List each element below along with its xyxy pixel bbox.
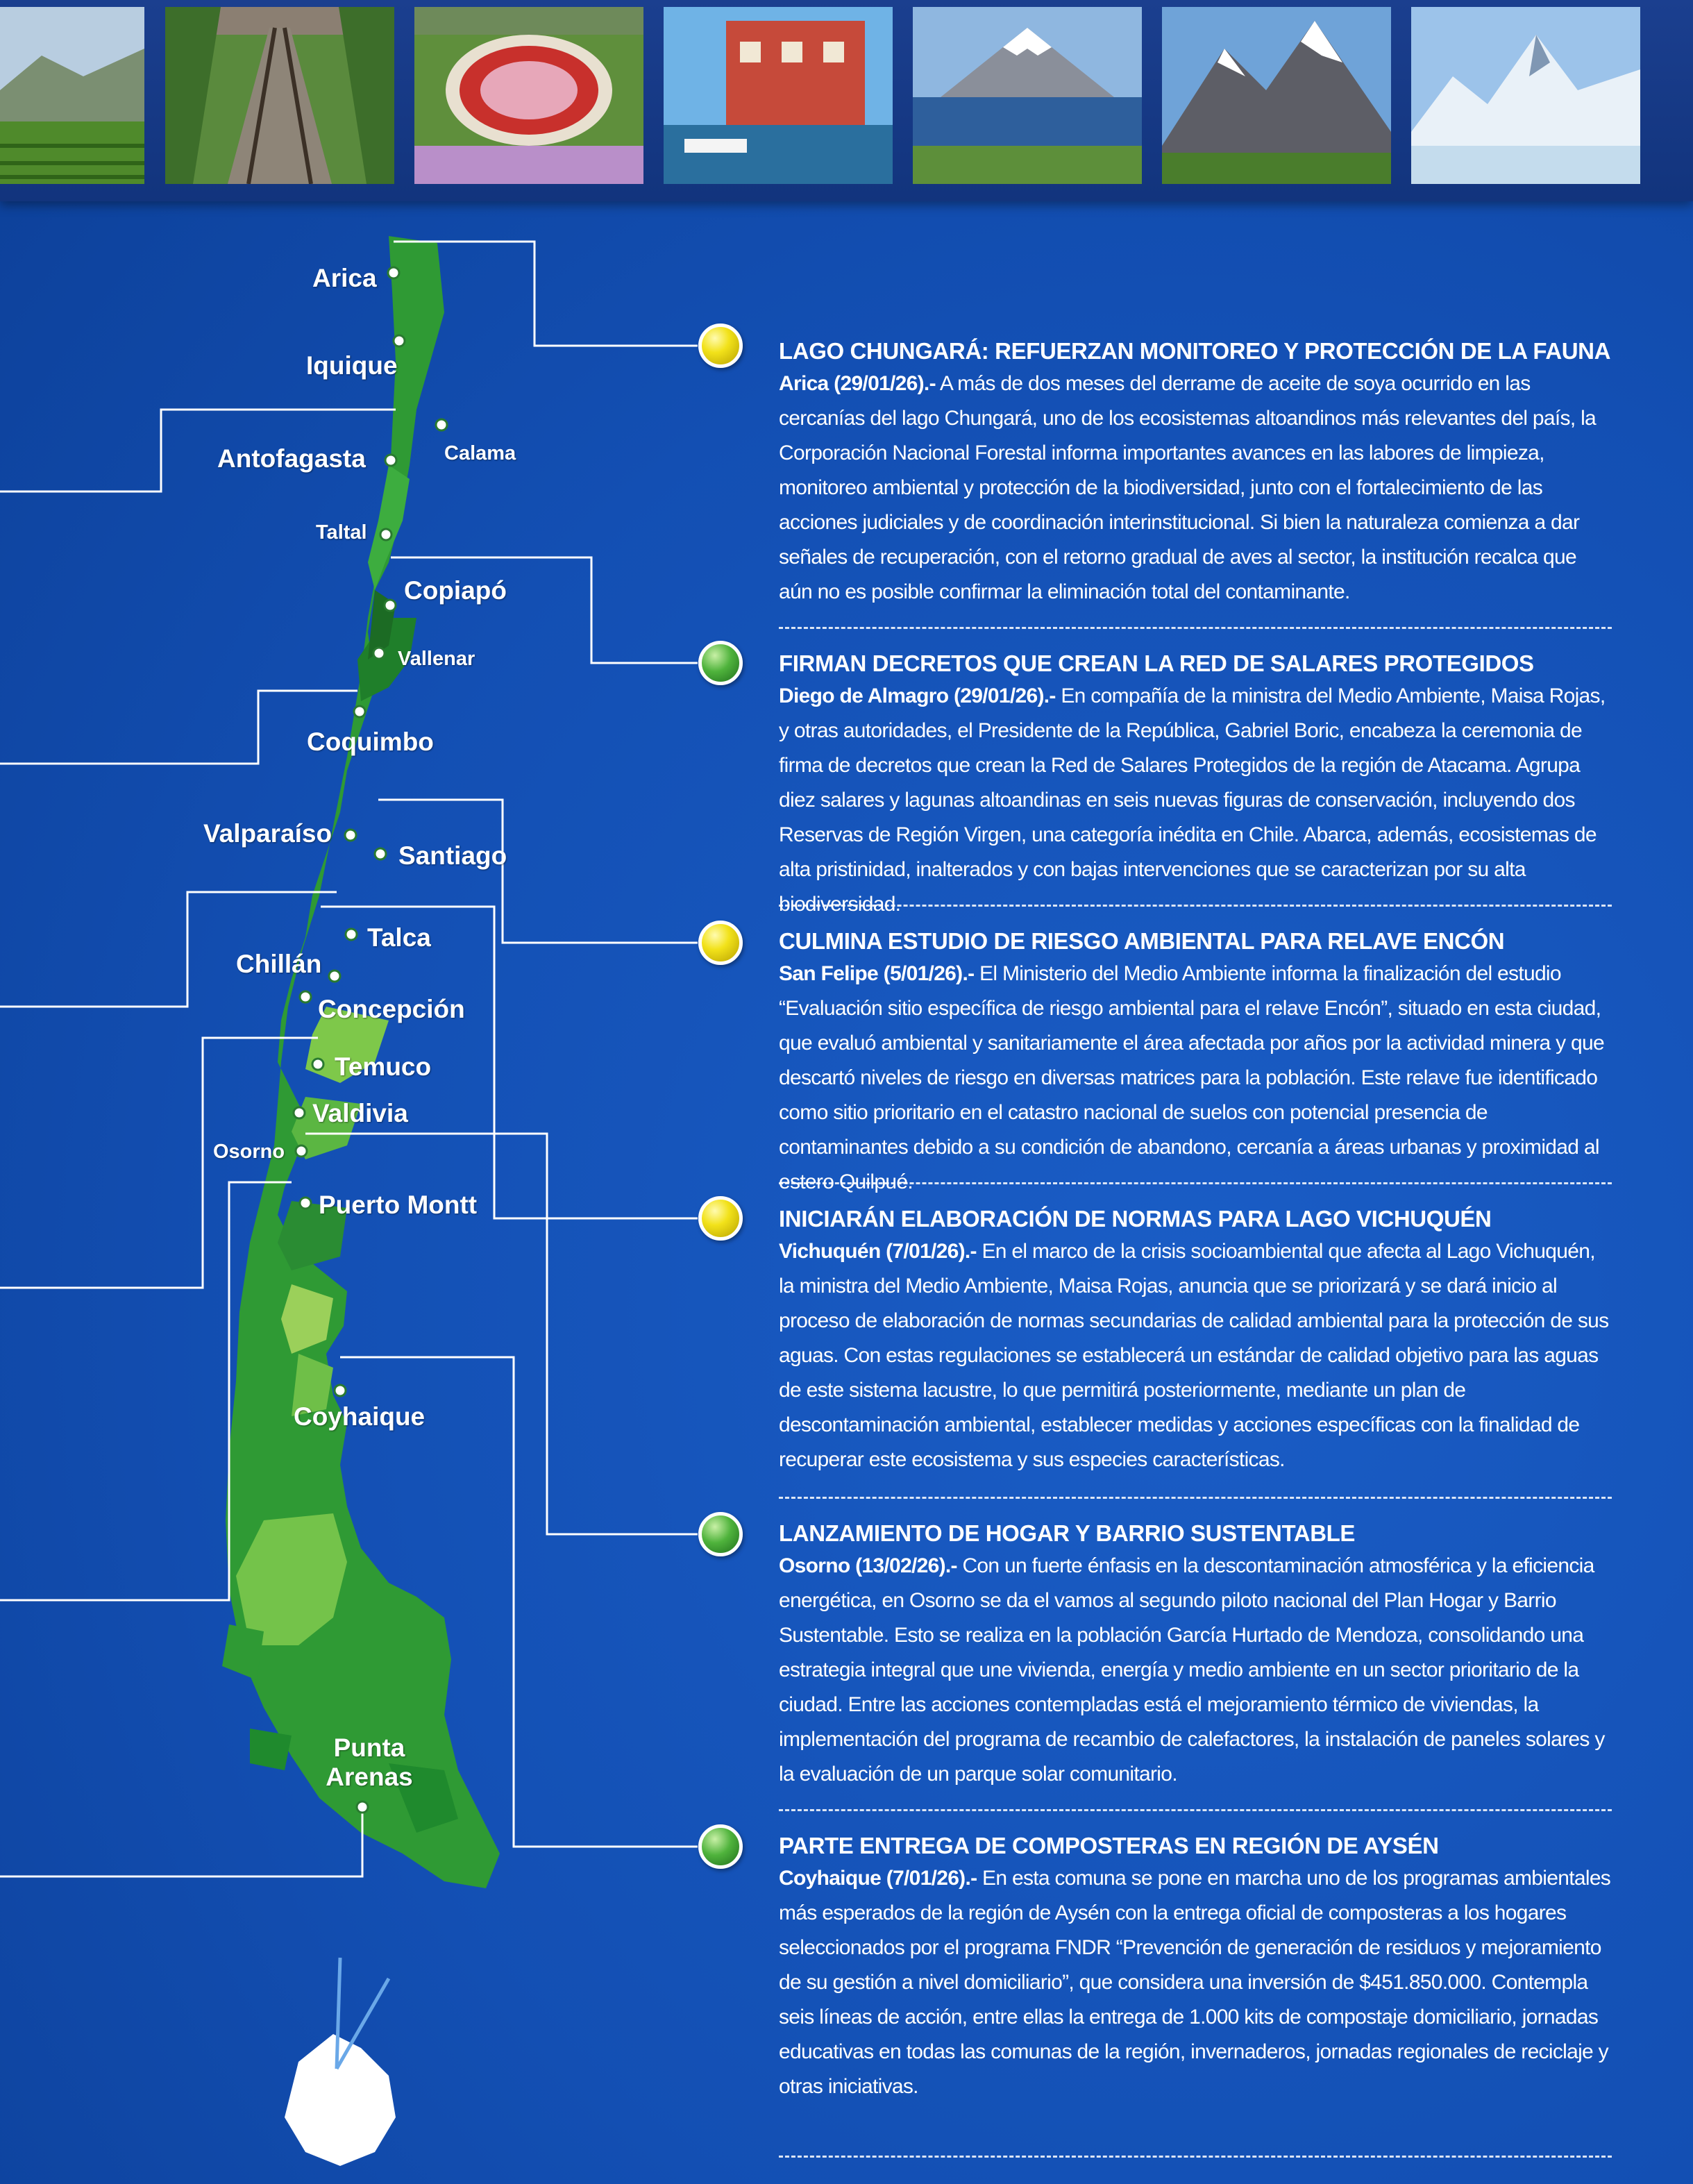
news-body-container	[779, 957, 1612, 1200]
news-title: FIRMAN DECRETOS QUE CREAN LA RED DE SALARES PROTEGIDOS	[779, 650, 1534, 676]
photo-valley-vineyard	[0, 7, 144, 184]
city-label-calama: Calama	[444, 442, 516, 464]
news-divider	[779, 905, 1612, 907]
city-label-talca: Talca	[367, 923, 431, 952]
city-label-chillan: Chillán	[236, 950, 322, 978]
news-place-date: Coyhaique (7/01/26).-	[779, 1867, 977, 1890]
photo-volcano-lake	[913, 7, 1142, 184]
city-label-antofagasta: Antofagasta	[217, 444, 366, 473]
news-bullet-yellow	[698, 921, 743, 965]
city-label-punta-arenas: Punta Arenas	[326, 1733, 413, 1791]
city-label-coquimbo: Coquimbo	[307, 728, 434, 756]
city-label-coyhaique: Coyhaique	[294, 1402, 426, 1431]
news-place-date: Osorno (13/02/26).-	[779, 1554, 957, 1577]
photo-strip	[0, 0, 1693, 201]
photo-palafitos	[664, 7, 893, 184]
photo-flower-clock	[414, 7, 643, 184]
news-item	[779, 1204, 1612, 1477]
news-item	[779, 336, 1612, 610]
city-label-copiapo: Copiapó	[404, 576, 507, 605]
news-item	[779, 1831, 1612, 2104]
news-body: En esta comuna se pone en marcha uno de los programas ambientales más esperados de la región de Aysén con la entrega oficial de composteras a los hogares seleccionados por el programa FNDR “Prevención de generación de residuos y mejoramiento de su gestión a nivel domiciliario”, que considera una inversión de $451.850.000. Contempla seis líneas de acción, entre ellas la entrega de 1.000 kits de compostaje domiciliario, jornadas educativas en todas las comunas de la región, invernaderos, jornadas regionales de reciclaje y otras iniciativas.	[779, 1867, 1611, 2098]
news-body: El Ministerio del Medio Ambiente informa la finalización del estudio “Evaluación sitio específica de riesgo ambiental para el relave Encón”, situado en esta ciudad, que evaluó ambiental y sanitariamente el área afectada por años por la actividad minera y que descartó niveles de riesgo en diversas matrices para la población. Este relave fue identificado como sitio prioritario en el catastro nacional de suelos con potencial presencia de contaminantes debido a su condición de abandono, cercanía a áreas urbanas y proximidad al estero Quilpué.	[779, 962, 1604, 1193]
news-divider	[779, 627, 1612, 629]
photo-funicular	[165, 7, 394, 184]
city-label-concepcion: Concepción	[318, 995, 465, 1023]
news-bullet-green	[698, 1512, 743, 1556]
city-label-valparaiso: Valparaíso	[203, 819, 332, 848]
news-title: INICIARÁN ELABORACIÓN DE NORMAS PARA LAGO VICHUQUÉN	[779, 1206, 1492, 1232]
city-label-arica: Arica	[312, 264, 377, 292]
news-place-date: Arica (29/01/26).-	[779, 372, 936, 395]
city-label-puerto-montt: Puerto Montt	[319, 1191, 478, 1219]
news-bullet-yellow	[698, 324, 743, 368]
news-divider	[779, 1809, 1612, 1811]
news-title: CULMINA ESTUDIO DE RIESGO AMBIENTAL PARA RELAVE ENCÓN	[779, 928, 1505, 954]
news-title: PARTE ENTREGA DE COMPOSTERAS EN REGIÓN DE AYSÉN	[779, 1833, 1439, 1858]
news-item	[779, 648, 1612, 922]
news-divider	[779, 1497, 1612, 1499]
city-label-iquique: Iquique	[306, 351, 398, 380]
news-title: LANZAMIENTO DE HOGAR Y BARRIO SUSTENTABLE	[779, 1520, 1356, 1546]
news-bullet-green	[698, 1824, 743, 1869]
city-label-santiago: Santiago	[398, 841, 507, 870]
news-place-date: Diego de Almagro (29/01/26).-	[779, 684, 1056, 707]
city-label-osorno: Osorno	[213, 1141, 285, 1163]
news-bullet-green	[698, 641, 743, 685]
news-item	[779, 926, 1612, 1200]
news-divider	[779, 1182, 1612, 1184]
news-body: A más de dos meses del derrame de aceite de soya ocurrido en las cercanías del lago Chungará, uno de los ecosistemas altoandinos más relevantes del país, la Corporación Nacional Forestal informa importantes avances en las labores de limpieza, monitoreo ambiental y protección de la biodiversidad, junto con el fortalecimiento de las acciones judiciales y de coordinación interinstitucional. Si bien la naturaleza comienza a dar señales de recuperación, con el retorno gradual de aves al sector, la institución recalca que aún no es posible confirmar la eliminación total del contaminante.	[779, 372, 1597, 603]
photo-snowy-peaks	[1162, 7, 1391, 184]
city-label-taltal: Taltal	[316, 521, 367, 544]
news-title: LAGO CHUNGARÁ: REFUERZAN MONITOREO Y PROTECCIÓN DE LA FAUNA	[779, 338, 1611, 364]
city-label-valdivia: Valdivia	[312, 1099, 408, 1127]
photo-glacier	[1411, 7, 1640, 184]
news-body-container	[779, 1861, 1612, 2104]
news-divider	[779, 2156, 1612, 2158]
news-body-container	[779, 1549, 1612, 1792]
news-body-container	[779, 1234, 1612, 1477]
news-place-date: Vichuquén (7/01/26).-	[779, 1240, 977, 1263]
news-bullet-yellow	[698, 1196, 743, 1241]
news-body: En el marco de la crisis socioambiental que afecta al Lago Vichuquén, la ministra del Medio Ambiente, Maisa Rojas, anuncia que se priorizará y se dará inicio al proceso de elaboración de normas secundarias de calidad ambiental para la protección de sus aguas. Con estas regulaciones se establecerá un estándar de calidad objetivo para las aguas de este sistema lacustre, lo que permitirá posteriormente, mediante un plan de descontaminación ambiental, establecer medidas y acciones específicas con la finalidad de recuperar este ecosistema y sus especies características.	[779, 1240, 1609, 1471]
news-body: En compañía de la ministra del Medio Ambiente, Maisa Rojas, y otras autoridades, el Presidente de la República, Gabriel Boric, encabeza la ceremonia de firma de decretos que crean la Red de Salares Protegidos de la región de Atacama. Agrupa diez salares y lagunas altoandinas en seis nuevas figuras de conservación, incluyendo dos Reservas de Región Virgen, una categoría inédita en Chile. Abarca, además, ecosistemas de alta pristinidad, inalterados y con bajas intervenciones que se caracterizan por su alta biodiversidad.	[779, 684, 1606, 916]
city-label-temuco: Temuco	[335, 1052, 432, 1081]
news-item	[779, 1518, 1612, 1792]
city-label-vallenar: Vallenar	[398, 648, 475, 670]
news-place-date: San Felipe (5/01/26).-	[779, 962, 975, 985]
news-body: Con un fuerte énfasis en la descontaminación atmosférica y la eficiencia energética, en Osorno se da el vamos al segundo piloto nacional del Plan Hogar y Barrio Sustentable. Esto se realiza en la población García Hurtado de Mendoza, consolidando una estrategia integral que une vivienda, energía y medio ambiente en un sector prioritario de la ciudad. Entre las acciones contempladas está el mejoramiento térmico de viviendas, la implementación del programa de recambio de calefactores, la instalación de paneles solares y la evaluación de un parque solar comunitario.	[779, 1554, 1605, 1786]
news-body-container	[779, 367, 1612, 610]
news-body-container	[779, 679, 1612, 922]
